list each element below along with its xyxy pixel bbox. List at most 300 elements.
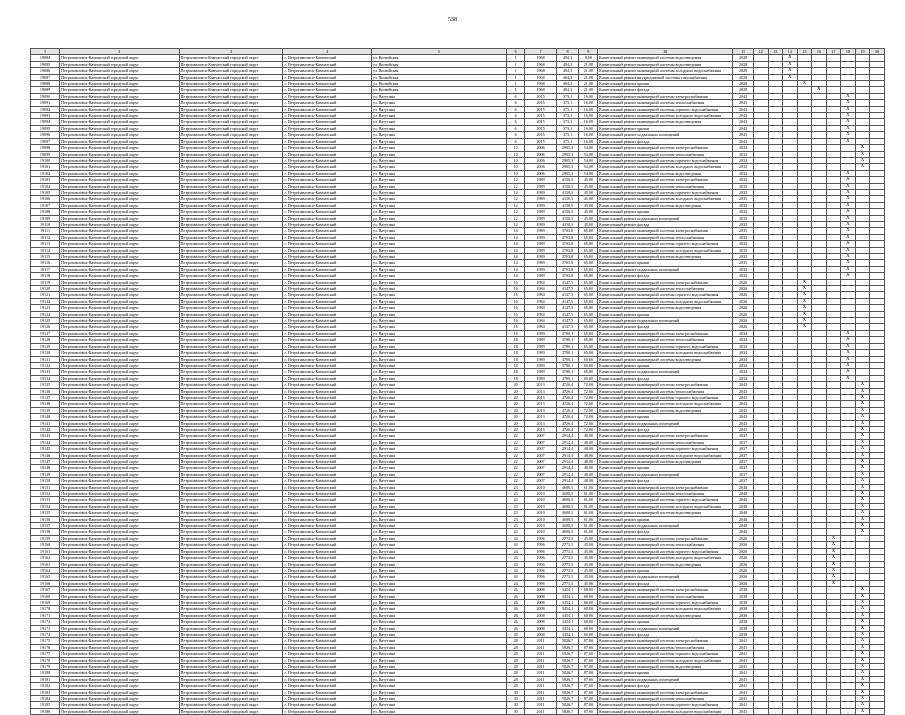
table-cell: 16,00 bbox=[579, 138, 598, 144]
table-cell: 373,1 bbox=[556, 125, 579, 131]
table-cell: 2026 bbox=[733, 324, 754, 330]
table-cell: ул. Ватутина bbox=[371, 215, 506, 221]
table-cell: ул. Ватутина bbox=[371, 356, 506, 362]
table-cell: ул. Ватутина bbox=[371, 651, 506, 657]
table-cell: 2038 bbox=[733, 631, 754, 637]
table-cell: Петропавловск-Камчатский городской округ bbox=[60, 234, 179, 240]
table-cell: 19090 bbox=[31, 93, 60, 99]
table-cell: г. Петропавловск-Камчатский bbox=[283, 305, 371, 311]
table-cell: X bbox=[855, 503, 870, 509]
table-cell: 2010 bbox=[525, 516, 556, 522]
table-cell: 2773,5 bbox=[556, 548, 579, 554]
table-cell: 2773,5 bbox=[556, 555, 579, 561]
table-cell: 2028 bbox=[733, 81, 754, 87]
table-cell: 19108 bbox=[31, 209, 60, 215]
table-cell: 1984 bbox=[525, 311, 556, 317]
table-cell: 2040 bbox=[733, 516, 754, 522]
table-cell: X bbox=[783, 68, 798, 74]
table-cell: г. Петропавловск-Камчатский bbox=[283, 631, 371, 637]
table-cell: Петропавловск-Камчатский городской округ bbox=[179, 164, 283, 170]
table-cell: 1989 bbox=[525, 221, 556, 227]
table-cell: ул. Ватутина bbox=[371, 119, 506, 125]
table-cell: Петропавловск-Камчатский городской округ bbox=[60, 189, 179, 195]
table-cell: Петропавловск-Камчатский городской округ bbox=[60, 164, 179, 170]
table-cell: Капитальный ремонт инженерной системы холодного водоснабжения bbox=[598, 555, 733, 561]
table-cell: 60,00 bbox=[579, 619, 598, 625]
table-cell: Петропавловск-Камчатский городской округ bbox=[179, 138, 283, 144]
table-cell: 45,00 bbox=[579, 215, 598, 221]
table-cell: 2043 bbox=[733, 106, 754, 112]
table-cell: 2773,5 bbox=[556, 574, 579, 580]
table-cell: 2034 bbox=[733, 369, 754, 375]
table-cell: X bbox=[826, 548, 841, 554]
table-cell: X bbox=[841, 273, 856, 279]
table-cell: 2007 bbox=[525, 452, 556, 458]
table-cell: ул. Вилюйская bbox=[371, 61, 506, 67]
table-cell: 2038 bbox=[733, 587, 754, 593]
table-cell: Петропавловск-Камчатский городской округ bbox=[60, 100, 179, 106]
table-cell: ул. Ватутина bbox=[371, 625, 506, 631]
table-cell: г. Петропавловск-Камчатский bbox=[283, 145, 371, 151]
table-cell: 2011 bbox=[525, 708, 556, 714]
column-number-11: 11 bbox=[733, 49, 754, 55]
table-cell: 65,00 bbox=[579, 350, 598, 356]
table-cell: г. Петропавловск-Камчатский bbox=[283, 61, 371, 67]
table-cell: 2914,4 bbox=[556, 446, 579, 452]
table-cell: Петропавловск-Камчатский городской округ bbox=[60, 612, 179, 618]
table-cell: 19144 bbox=[31, 439, 60, 445]
table-cell: 2026 bbox=[733, 561, 754, 567]
table-cell: г. Петропавловск-Камчатский bbox=[283, 311, 371, 317]
table-cell: 2041 bbox=[733, 657, 754, 663]
table-cell: Капитальный ремонт подвальных помещений bbox=[598, 215, 733, 221]
table-cell: 87,00 bbox=[579, 664, 598, 670]
table-cell: ул. Ватутина bbox=[371, 587, 506, 593]
table-cell: Петропавловск-Камчатский городской округ bbox=[60, 625, 179, 631]
table-cell: Петропавловск-Камчатский городской округ bbox=[179, 459, 283, 465]
table-cell: Петропавловск-Камчатский городской округ bbox=[179, 382, 283, 388]
table-cell: X bbox=[841, 106, 856, 112]
table-cell: 2037 bbox=[733, 439, 754, 445]
table-cell: 19160 bbox=[31, 542, 60, 548]
table-cell bbox=[783, 708, 798, 714]
table-cell: 2032 bbox=[733, 164, 754, 170]
table-cell: 5826,7 bbox=[556, 708, 579, 714]
table-cell: 2015 bbox=[525, 93, 556, 99]
table-cell: Петропавловск-Камчатский городской округ bbox=[60, 561, 179, 567]
table-cell: 2037 bbox=[733, 433, 754, 439]
column-number-10: 10 bbox=[598, 49, 733, 55]
table-cell: 19105 bbox=[31, 189, 60, 195]
column-number-1: 1 bbox=[31, 49, 60, 55]
table-cell: 2037 bbox=[733, 478, 754, 484]
table-cell: 2034 bbox=[733, 356, 754, 362]
table-cell: Петропавловск-Камчатский городской округ bbox=[179, 555, 283, 561]
table-cell: 404,3 bbox=[556, 61, 579, 67]
table-cell: 18 bbox=[506, 356, 525, 362]
table-cell: ул. Ватутина bbox=[371, 420, 506, 426]
table-cell: Петропавловск-Камчатский городской округ bbox=[60, 279, 179, 285]
table-cell: 2034 bbox=[733, 343, 754, 349]
table-cell: 21,00 bbox=[579, 74, 598, 80]
table-cell: 4600,5 bbox=[556, 529, 579, 535]
table-cell: ул. Ватутина bbox=[371, 670, 506, 676]
table-cell: 2026 bbox=[733, 574, 754, 580]
table-cell: 2773,5 bbox=[556, 567, 579, 573]
table-cell: г. Петропавловск-Камчатский bbox=[283, 689, 371, 695]
table-cell: 1989 bbox=[525, 228, 556, 234]
table-cell: ул. Вилюйская bbox=[371, 68, 506, 74]
table-cell: 2008 bbox=[525, 587, 556, 593]
table-cell: 2043 bbox=[733, 401, 754, 407]
table-cell: 60,00 bbox=[579, 587, 598, 593]
table-cell: X bbox=[855, 587, 870, 593]
table-cell: 2034 bbox=[733, 362, 754, 368]
table-cell: 4726,4 bbox=[556, 407, 579, 413]
table-cell: 1996 bbox=[525, 555, 556, 561]
table-cell: 1989 bbox=[525, 362, 556, 368]
table-cell: Петропавловск-Камчатский городской округ bbox=[179, 625, 283, 631]
table-cell: 19101 bbox=[31, 164, 60, 170]
table-cell: Петропавловск-Камчатский городской округ bbox=[179, 215, 283, 221]
table-cell: X bbox=[797, 292, 812, 298]
table-cell: 2028 bbox=[733, 55, 754, 61]
table-cell: Петропавловск-Камчатский городской округ bbox=[179, 619, 283, 625]
table-cell: г. Петропавловск-Камчатский bbox=[283, 638, 371, 644]
table-cell: 28 bbox=[506, 670, 525, 676]
table-cell: 20 bbox=[506, 407, 525, 413]
table-cell: 19100 bbox=[31, 157, 60, 163]
table-cell: 65,00 bbox=[579, 273, 598, 279]
table-cell: ул. Ватутина bbox=[371, 177, 506, 183]
table-cell: 2006 bbox=[525, 164, 556, 170]
table-cell: Петропавловск-Камчатский городской округ bbox=[60, 452, 179, 458]
table-cell: 19085 bbox=[31, 61, 60, 67]
table-cell: 26 bbox=[506, 612, 525, 618]
table-cell: 2008 bbox=[525, 606, 556, 612]
table-cell: 19178 bbox=[31, 657, 60, 663]
table-cell: X bbox=[855, 151, 870, 157]
table-cell: 19136 bbox=[31, 388, 60, 394]
table-cell: X bbox=[855, 497, 870, 503]
table-cell: 19176 bbox=[31, 644, 60, 650]
table-cell: 19142 bbox=[31, 426, 60, 432]
table-cell: X bbox=[841, 260, 856, 266]
table-cell: 30 bbox=[506, 689, 525, 695]
table-cell: 20 bbox=[506, 382, 525, 388]
table-cell: 2037 bbox=[733, 459, 754, 465]
table-cell: ул. Ватутина bbox=[371, 619, 506, 625]
table-cell: 3454,1 bbox=[556, 612, 579, 618]
table-cell: 10 bbox=[506, 151, 525, 157]
table-cell: 2015 bbox=[525, 100, 556, 106]
table-cell: 1984 bbox=[525, 305, 556, 311]
table-cell: 373,1 bbox=[556, 106, 579, 112]
table-cell: 19146 bbox=[31, 452, 60, 458]
table-cell: ул. Ватутина bbox=[371, 324, 506, 330]
table-cell: г. Петропавловск-Камчатский bbox=[283, 266, 371, 272]
table-cell: Петропавловск-Камчатский городской округ bbox=[179, 330, 283, 336]
table-cell: 2007 bbox=[525, 478, 556, 484]
table-cell: г. Петропавловск-Камчатский bbox=[283, 215, 371, 221]
table-cell: Петропавловск-Камчатский городской округ bbox=[60, 375, 179, 381]
table-cell: X bbox=[855, 446, 870, 452]
column-number-14: 14 bbox=[783, 49, 798, 55]
table-cell: 1989 bbox=[525, 375, 556, 381]
table-cell: 5826,7 bbox=[556, 676, 579, 682]
table-cell: X bbox=[855, 631, 870, 637]
table-cell bbox=[768, 708, 783, 714]
table-cell: 16 bbox=[506, 298, 525, 304]
table-cell: 19182 bbox=[31, 683, 60, 689]
table-cell: Петропавловск-Камчатский городской округ bbox=[60, 401, 179, 407]
table-cell: Петропавловск-Камчатский городской округ bbox=[60, 324, 179, 330]
table-cell: Петропавловск-Камчатский городской округ bbox=[60, 555, 179, 561]
table-cell: 2043 bbox=[733, 426, 754, 432]
table-cell: 45,00 bbox=[579, 561, 598, 567]
table-cell: Капитальный ремонт инженерной системы горячего водоснабжения bbox=[598, 394, 733, 400]
table-cell: X bbox=[855, 426, 870, 432]
table-cell: 22 bbox=[506, 452, 525, 458]
table-cell: Петропавловск-Камчатский городской округ bbox=[60, 414, 179, 420]
table-cell: X bbox=[855, 593, 870, 599]
table-cell: 2007 bbox=[525, 459, 556, 465]
table-cell: 2041 bbox=[733, 689, 754, 695]
table-cell: Петропавловск-Камчатский городской округ bbox=[60, 394, 179, 400]
table-cell: 3454,1 bbox=[556, 619, 579, 625]
table-cell: 16,00 bbox=[579, 106, 598, 112]
table-cell: 2010 bbox=[525, 503, 556, 509]
table-cell: 2035 bbox=[733, 189, 754, 195]
table-cell: г. Петропавловск-Камчатский bbox=[283, 125, 371, 131]
table-cell: 19106 bbox=[31, 196, 60, 202]
table-cell: 2028 bbox=[733, 68, 754, 74]
table-cell: г. Петропавловск-Камчатский bbox=[283, 619, 371, 625]
table-cell bbox=[841, 708, 856, 714]
table-cell: 2013 bbox=[525, 426, 556, 432]
table-cell: X bbox=[826, 535, 841, 541]
table-cell: 2914,4 bbox=[556, 465, 579, 471]
table-cell: г. Петропавловск-Камчатский bbox=[283, 93, 371, 99]
table-cell: г. Петропавловск-Камчатский bbox=[283, 170, 371, 176]
table-cell: 19128 bbox=[31, 337, 60, 343]
table-cell: 2041 bbox=[733, 702, 754, 708]
table-cell: Петропавловск-Камчатский городской округ bbox=[60, 61, 179, 67]
table-cell: 19104 bbox=[31, 183, 60, 189]
table-cell: 2026 bbox=[733, 555, 754, 561]
table-cell: 65,00 bbox=[579, 260, 598, 266]
table-cell: Капитальный ремонт инженерной системы теплоснабжения bbox=[598, 696, 733, 702]
table-cell: 87,00 bbox=[579, 696, 598, 702]
table-cell: 19145 bbox=[31, 446, 60, 452]
table-cell: Петропавловск-Камчатский городской округ bbox=[179, 657, 283, 663]
table-cell: г. Петропавловск-Камчатский bbox=[283, 183, 371, 189]
table-cell: г. Петропавловск-Камчатский bbox=[283, 106, 371, 112]
table-cell: 3703,8 bbox=[556, 260, 579, 266]
table-cell: 45,00 bbox=[579, 209, 598, 215]
table-cell: 19164 bbox=[31, 567, 60, 573]
table-cell: 19094 bbox=[31, 119, 60, 125]
table-cell: Капитальный ремонт крыши bbox=[598, 670, 733, 676]
table-cell: г. Петропавловск-Камчатский bbox=[283, 401, 371, 407]
table-cell: Петропавловск-Камчатский городской округ bbox=[60, 350, 179, 356]
table-cell: Петропавловск-Камчатский городской округ bbox=[60, 516, 179, 522]
table-cell: Капитальный ремонт крыши bbox=[598, 516, 733, 522]
table-cell: Петропавловск-Камчатский городской округ bbox=[179, 356, 283, 362]
table-cell: 2008 bbox=[525, 612, 556, 618]
table-cell: 2905,3 bbox=[556, 145, 579, 151]
table-cell: Петропавловск-Камчатский городской округ bbox=[60, 260, 179, 266]
table-cell: X bbox=[841, 119, 856, 125]
table-cell: 1989 bbox=[525, 177, 556, 183]
table-cell: 4150,5 bbox=[556, 196, 579, 202]
table-cell: 2035 bbox=[733, 273, 754, 279]
table-cell: 19171 bbox=[31, 612, 60, 618]
table-cell: Капитальный ремонт инженерной системы электроснабжения bbox=[598, 279, 733, 285]
table-cell: Капитальный ремонт инженерной системы холодного водоснабжения bbox=[598, 401, 733, 407]
table-cell: 2043 bbox=[733, 138, 754, 144]
table-cell: 2008 bbox=[525, 593, 556, 599]
table-cell: Петропавловск-Камчатский городской округ bbox=[60, 574, 179, 580]
table-cell: X bbox=[855, 683, 870, 689]
table-cell: 19172 bbox=[31, 619, 60, 625]
table-cell: ул. Ватутина bbox=[371, 254, 506, 260]
table-cell: 65,00 bbox=[579, 356, 598, 362]
table-cell: 20 bbox=[506, 420, 525, 426]
table-cell: 2011 bbox=[525, 670, 556, 676]
table-cell: ул. Ватутина bbox=[371, 638, 506, 644]
table-cell: Петропавловск-Камчатский городской округ bbox=[179, 55, 283, 61]
table-cell: г. Петропавловск-Камчатский bbox=[283, 567, 371, 573]
table-cell: Петропавловск-Камчатский городской округ bbox=[60, 580, 179, 586]
table-cell: 3454,1 bbox=[556, 606, 579, 612]
table-cell: 28 bbox=[506, 676, 525, 682]
table-cell: 19116 bbox=[31, 260, 60, 266]
table-cell: Капитальный ремонт подвальных помещений bbox=[598, 676, 733, 682]
table-cell: 16,00 bbox=[579, 100, 598, 106]
table-cell: 23 bbox=[506, 523, 525, 529]
table-cell: Капитальный ремонт фасада bbox=[598, 138, 733, 144]
table-cell: 45,00 bbox=[579, 221, 598, 227]
table-cell: ул. Ватутина bbox=[371, 478, 506, 484]
table-cell: г. Петропавловск-Камчатский bbox=[283, 298, 371, 304]
table-cell: Капитальный ремонт инженерной системы горячего водоснабжения bbox=[598, 106, 733, 112]
table-cell: Петропавловск-Камчатский городской округ bbox=[60, 567, 179, 573]
table-cell: Петропавловск-Камчатский городской округ bbox=[179, 279, 283, 285]
table-cell: ул. Ватутина bbox=[371, 164, 506, 170]
table-cell: г. Петропавловск-Камчатский bbox=[283, 247, 371, 253]
table-cell: 4150,5 bbox=[556, 202, 579, 208]
table-cell: 12 bbox=[506, 202, 525, 208]
table-cell: 65,00 bbox=[579, 311, 598, 317]
table-cell: X bbox=[855, 523, 870, 529]
table-cell: Петропавловск-Камчатский городской округ bbox=[60, 170, 179, 176]
table-cell: 3780,1 bbox=[556, 375, 579, 381]
table-cell: г. Петропавловск-Камчатский bbox=[283, 388, 371, 394]
table-cell: 6 bbox=[506, 119, 525, 125]
table-cell: 26 bbox=[506, 587, 525, 593]
table-cell: 12 bbox=[506, 189, 525, 195]
table-cell: 2011 bbox=[525, 683, 556, 689]
table-cell: 2041 bbox=[733, 696, 754, 702]
table-cell: Петропавловск-Камчатский городской округ bbox=[179, 247, 283, 253]
table-cell: 14 bbox=[506, 247, 525, 253]
table-cell: ул. Ватутина bbox=[371, 337, 506, 343]
table-cell: Капитальный ремонт инженерной системы горячего водоснабжения bbox=[598, 599, 733, 605]
table-cell: Петропавловск-Камчатский городской округ bbox=[60, 318, 179, 324]
table-cell: Петропавловск-Камчатский городской округ bbox=[60, 651, 179, 657]
table-cell: 26 bbox=[506, 619, 525, 625]
table-cell: X bbox=[841, 350, 856, 356]
table-cell: 23 bbox=[506, 529, 525, 535]
table-cell: ул. Ватутина bbox=[371, 375, 506, 381]
table-cell: 6 bbox=[506, 125, 525, 131]
table-cell: Капитальный ремонт инженерной системы электроснабжения bbox=[598, 93, 733, 99]
table-cell: 19165 bbox=[31, 574, 60, 580]
table-cell: г. Петропавловск-Камчатский bbox=[283, 606, 371, 612]
table-cell: 2026 bbox=[733, 279, 754, 285]
table-cell: 28 bbox=[506, 651, 525, 657]
table-cell: 1968 bbox=[525, 74, 556, 80]
column-number-4: 4 bbox=[283, 49, 371, 55]
table-cell: 18 bbox=[506, 350, 525, 356]
table-cell: 54,00 bbox=[579, 145, 598, 151]
table-cell: ул. Ватутина bbox=[371, 202, 506, 208]
table-cell: 65,00 bbox=[579, 298, 598, 304]
column-number-6: 6 bbox=[506, 49, 525, 55]
table-cell: 2007 bbox=[525, 471, 556, 477]
table-cell: г. Петропавловск-Камчатский bbox=[283, 234, 371, 240]
table-cell: Петропавловск-Камчатский городской округ bbox=[179, 606, 283, 612]
table-cell: Петропавловск-Камчатский городской округ bbox=[179, 433, 283, 439]
table-cell: X bbox=[855, 478, 870, 484]
table-cell: 2013 bbox=[525, 414, 556, 420]
table-cell: 2043 bbox=[733, 382, 754, 388]
table-cell: 22 bbox=[506, 459, 525, 465]
table-cell: 19149 bbox=[31, 471, 60, 477]
table-cell: 2037 bbox=[733, 446, 754, 452]
table-cell: Петропавловск-Камчатский городской округ bbox=[60, 298, 179, 304]
table-cell: 72,00 bbox=[579, 382, 598, 388]
table-cell: ул. Ватутина bbox=[371, 567, 506, 573]
table-cell: 4726,4 bbox=[556, 394, 579, 400]
table-cell: X bbox=[783, 61, 798, 67]
table-cell: 1989 bbox=[525, 215, 556, 221]
table-cell: Петропавловск-Камчатский городской округ bbox=[60, 670, 179, 676]
table-cell: Петропавловск-Камчатский городской округ bbox=[60, 606, 179, 612]
table-cell: 373,1 bbox=[556, 119, 579, 125]
table-cell: г. Петропавловск-Камчатский bbox=[283, 394, 371, 400]
table-cell: 2040 bbox=[733, 497, 754, 503]
table-cell: 2015 bbox=[525, 132, 556, 138]
table-cell: ул. Ватутина bbox=[371, 273, 506, 279]
table-cell: Капитальный ремонт фасада bbox=[598, 87, 733, 93]
column-number-8: 8 bbox=[556, 49, 579, 55]
table-cell: 19098 bbox=[31, 145, 60, 151]
table-cell: 1989 bbox=[525, 343, 556, 349]
table-cell: г. Петропавловск-Камчатский bbox=[283, 465, 371, 471]
table-cell: X bbox=[855, 676, 870, 682]
table-cell: 65,00 bbox=[579, 343, 598, 349]
table-cell: 19137 bbox=[31, 394, 60, 400]
table-cell: ул. Ватутина bbox=[371, 657, 506, 663]
table-cell: 4147,5 bbox=[556, 305, 579, 311]
table-cell: 1996 bbox=[525, 535, 556, 541]
table-cell: Петропавловск-Камчатский городской округ bbox=[60, 478, 179, 484]
table-cell: X bbox=[841, 196, 856, 202]
table-cell: 2011 bbox=[525, 651, 556, 657]
table-cell: 87,00 bbox=[579, 708, 598, 714]
